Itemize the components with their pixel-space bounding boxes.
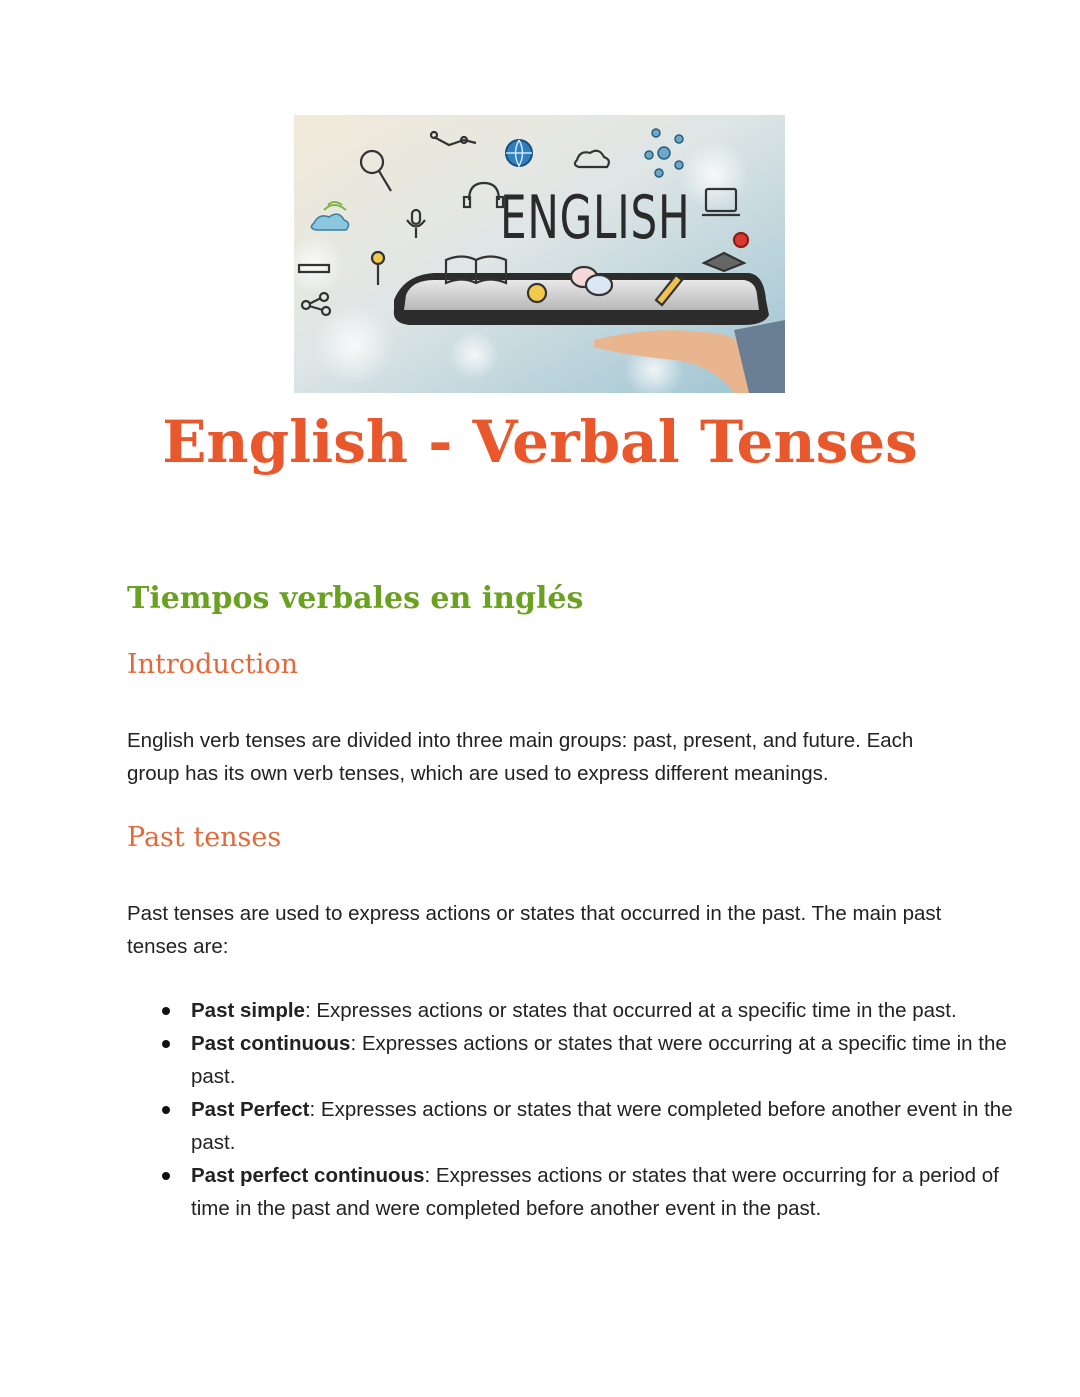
past-tenses-paragraph: Past tenses are used to express actions or states that occurred in the past. The main past tenses are:	[127, 902, 942, 958]
hero-illustration	[294, 115, 785, 393]
hero-word: ENGLISH	[500, 183, 691, 253]
past-tenses-heading: Past tenses	[127, 822, 282, 853]
page-title: English - Verbal Tenses	[162, 408, 918, 476]
section-title: Tiempos verbales en inglés	[127, 581, 584, 616]
lightbulb-icon	[372, 252, 384, 264]
introduction-heading: Introduction	[127, 649, 298, 680]
list-item	[191, 1027, 1031, 1093]
tense-definition: : Expresses actions or states that were occurring for a period of time in the past and were completed before another event in the past.	[191, 1164, 999, 1220]
introduction-paragraph: English verb tenses are divided into three main groups: past, present, and future. Each group has its own verb tenses, which are used to express different meanings.	[127, 729, 914, 785]
tense-term: Past simple	[191, 999, 305, 1022]
medal-icon	[528, 284, 546, 302]
tense-term: Past Perfect	[191, 1098, 310, 1121]
past-tenses-list	[127, 994, 1031, 1225]
tense-definition: : Expresses actions or states that occurred at a specific time in the past.	[304, 999, 957, 1022]
list-item	[191, 994, 1031, 1027]
hero-image	[294, 115, 785, 393]
tense-term: Past perfect continuous	[191, 1164, 425, 1187]
tense-term: Past continuous	[191, 1032, 351, 1055]
list-item	[191, 1159, 1031, 1225]
apple-icon	[734, 233, 748, 247]
tense-definition: : Expresses actions or states that were completed before another event in the past.	[191, 1098, 1013, 1154]
tense-definition: : Expresses actions or states that were occurring at a specific time in the past.	[191, 1032, 1007, 1088]
list-item	[191, 1093, 1031, 1159]
